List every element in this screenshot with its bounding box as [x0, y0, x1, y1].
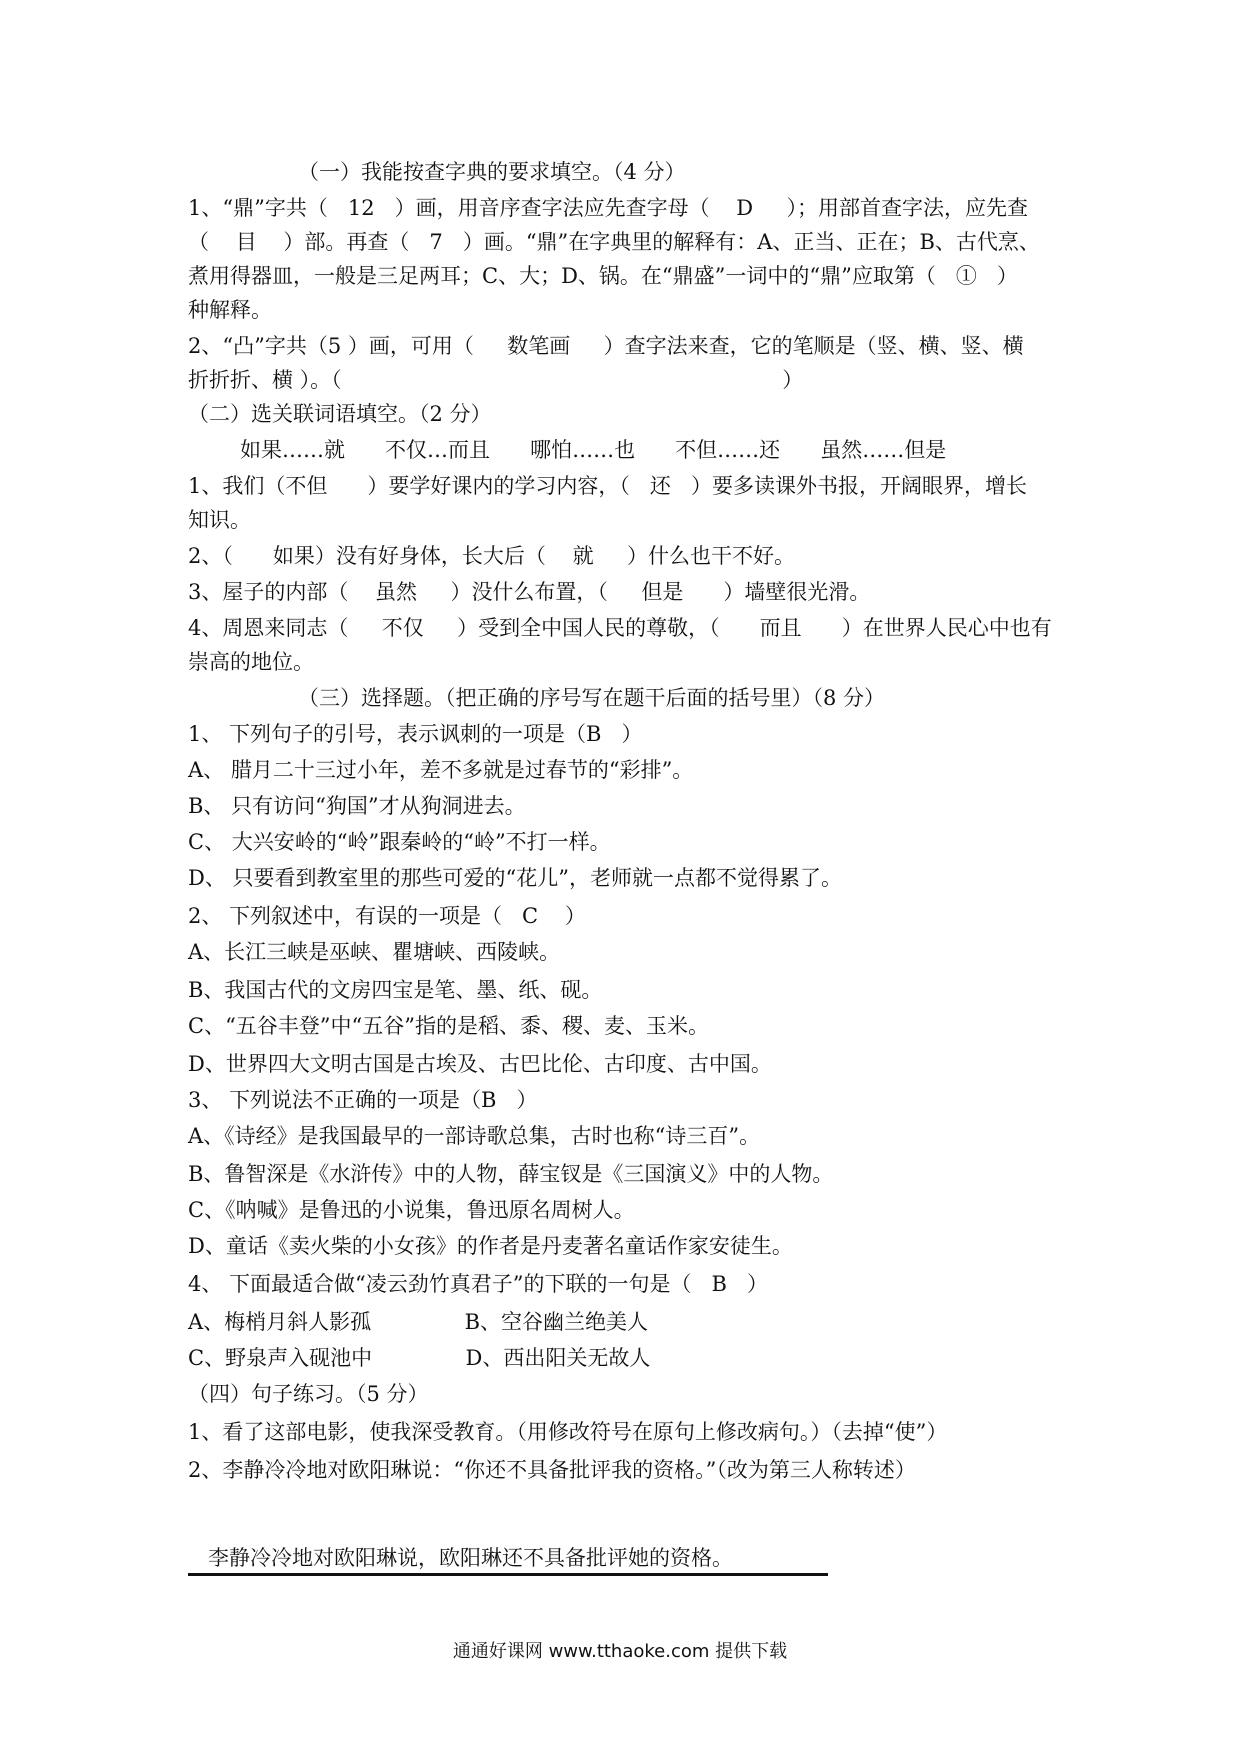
option-text: A、长江三峡是巫峡、瞿塘峡、西陵峡。	[188, 940, 561, 964]
section-3-heading: （三）选择题。（把正确的序号写在题干后面的括号里）（8 分）	[298, 686, 886, 710]
question-text: 1、我们（不但 ）要学好课内的学习内容，（ 还 ）要多读课外书报，开阔眼界，增长	[188, 474, 1027, 498]
question-text: （ 目 ）部。再查（ 7 ）画。“鼎”在字典里的解释有：A、正当、正在；B、古代烹、	[188, 230, 1040, 254]
question-text: 崇高的地位。	[188, 650, 314, 674]
question-text: 2、李静冷冷地对欧阳琳说：“你还不具备批评我的资格。”（改为第三人称转述）	[188, 1458, 916, 1482]
question-text: 1、“鼎”字共（ 12 ）画，用音序查字法应先查字母（ D ）；用部首查字法，应先查	[188, 196, 1029, 220]
question-text: 知识。	[188, 508, 251, 532]
option-text: C、野泉声入砚池中 D、西出阳关无故人	[188, 1346, 651, 1370]
option-text: C、 大兴安岭的“岭”跟秦岭的“岭”不打一样。	[188, 830, 611, 854]
question-text: 2、（ 如果）没有好身体，长大后（ 就 ）什么也干不好。	[188, 544, 795, 568]
option-text: B、 只有访问“狗国”才从狗洞进去。	[188, 794, 526, 818]
question-text: 2、“凸”字共（5 ）画，可用（ 数笔画 ）查字法来查，它的笔顺是（竖、横、竖、横	[188, 334, 1024, 358]
question-text: 3、 下列说法不正确的一项是（B ）	[188, 1088, 538, 1112]
option-text: A、《诗经》是我国最早的一部诗歌总集，古时也称“诗三百”。	[188, 1124, 761, 1148]
section-4-heading: （四）句子练习。（5 分）	[188, 1382, 429, 1406]
question-text: 4、周恩来同志（ 不仅 ）受到全中国人民的尊敬，（ 而且 ）在世界人民心中也有	[188, 616, 1052, 640]
question-text: 煮用得器皿，一般是三足两耳；C、大；D、锅。在“鼎盛”一词中的“鼎”应取第（ ① ）	[188, 264, 1018, 288]
answer-text: 李静冷冷地对欧阳琳说，欧阳琳还不具备批评她的资格。	[188, 1546, 734, 1570]
footer-watermark: 通通好课网 www.tthaoke.com 提供下载	[452, 1641, 788, 1662]
question-text: 折折折、横 ）。（ ）	[188, 368, 804, 392]
question-text: 2、 下列叙述中，有误的一项是（ C ）	[188, 904, 586, 928]
section-2-heading: （二）选关联词语填空。（2 分）	[188, 402, 492, 426]
question-text: 1、看了这部电影，使我深受教育。（用修改符号在原句上修改病句。）（去掉“使”）	[188, 1420, 948, 1444]
option-text: B、我国古代的文房四宝是笔、墨、纸、砚。	[188, 978, 603, 1002]
section-1-heading: （一）我能按查字典的要求填空。（4 分）	[298, 160, 686, 184]
question-text: 3、屋子的内部（ 虽然 ）没什么布置，（ 但是 ）墙壁很光滑。	[188, 580, 871, 604]
option-text: D、 只要看到教室里的那些可爱的“花儿”，老师就一点都不觉得累了。	[188, 866, 842, 890]
option-text: C、“五谷丰登”中“五谷”指的是稻、黍、稷、麦、玉米。	[188, 1014, 710, 1038]
option-text: A、 腊月二十三过小年，差不多就是过春节的“彩排”。	[188, 758, 694, 782]
word-bank: 如果……就 不仅…而且 哪怕……也 不但……还 虽然……但是	[240, 438, 947, 462]
question-text: 种解释。	[188, 298, 272, 322]
option-text: B、鲁智深是《水浒传》中的人物，薛宝钗是《三国演义》中的人物。	[188, 1162, 834, 1186]
option-text: A、梅梢月斜人影孤 B、空谷幽兰绝美人	[188, 1310, 649, 1334]
answer-underline	[188, 1573, 828, 1576]
option-text: D、童话《卖火柴的小女孩》的作者是丹麦著名童话作家安徒生。	[188, 1234, 793, 1258]
question-text: 1、 下列句子的引号，表示讽刺的一项是（B ）	[188, 722, 643, 746]
option-text: C、《呐喊》是鲁迅的小说集，鲁迅原名周树人。	[188, 1198, 635, 1222]
option-text: D、世界四大文明古国是古埃及、古巴比伦、古印度、古中国。	[188, 1052, 772, 1076]
question-text: 4、 下面最适合做“凌云劲竹真君子”的下联的一句是（ B ）	[188, 1272, 768, 1296]
